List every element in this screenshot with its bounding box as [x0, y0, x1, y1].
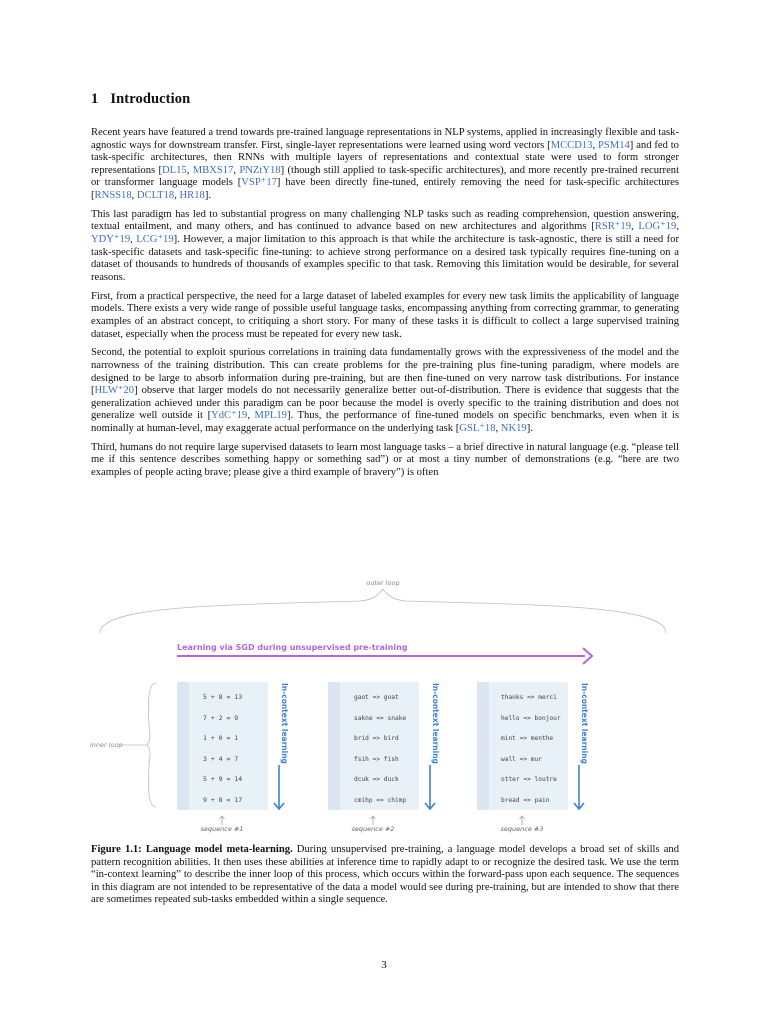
paragraph-text: ,: [131, 189, 137, 201]
paragraph-text: ,: [676, 221, 679, 233]
sequence-pointer-arrow: [520, 816, 525, 825]
section-heading: [91, 91, 190, 108]
outer-loop-brace: [100, 589, 666, 633]
caption-text: During unsupervised pre-training, a language model develops a broad set of skills and pattern recognition abilities. It then uses these abilities at inference time to rapidly adapt to or recognize the desired task. We use the term “in-context learning” to describe the inner loop of this process, which occurs within the forward-pass upon each sequence. The sequences in this diagram are not intended to be representative of the data a model would see during pre-training, but are intended to show that there are sometimes repeated sub-tasks embedded within a single sequence.: [91, 844, 679, 906]
inner-loop-brace: [146, 683, 156, 807]
sequence-label: sequence #1: [200, 825, 244, 833]
paragraph-text: ]. However, a major limitation to this approach is that while the architecture is task-agnostic, there is still a need for task-specific datasets and task-specific fine-tuning: to achieve strong performance on a desired task typically requires fine-tuning on a dataset of thousands to hundreds of thousands of examples specific to that task. Removing this limitation would be desirable, for several reasons.: [91, 234, 680, 283]
figure-caption: [91, 844, 679, 907]
sequence-line: otter => loutre: [501, 776, 557, 783]
citation-link[interactable]: YDY⁺19: [91, 234, 131, 246]
sequence-line: 3 + 4 = 7: [203, 755, 239, 763]
paragraph-text: ,: [233, 164, 240, 176]
sequence-line: fsih => fish: [354, 756, 399, 763]
paragraph-text: First, from a practical perspective, the need for a large dataset of labeled examples for every new task limits the applicability of language models. There exists a very wide range of possible useful language tasks, encompassing anything from correcting grammar, to generating examples of an abstract concept, to critiquing a short story. For many of these tasks it is difficult to collect a large supervised training dataset, especially when the process must be repeated for every new task.: [91, 290, 679, 340]
sequence-line: sakne => snake: [354, 715, 407, 722]
sequence-line: brid => bird: [354, 735, 399, 742]
caption-title: Figure 1.1: Language model meta-learning.: [91, 844, 293, 855]
paragraph-text: ,: [495, 422, 501, 434]
sgd-label: Learning via SGD during unsupervised pre-training: [177, 643, 408, 652]
citation-link[interactable]: VSP⁺17: [241, 177, 277, 189]
paragraph-text: ,: [631, 221, 639, 233]
sequence-1: [177, 682, 289, 833]
sequence-line: gaot => goat: [354, 694, 399, 701]
paragraph-text: ]. Thus, the performance of fine-tuned models on specific benchmarks, even when it is nominally at human-level, may exaggerate actual performance on the underlying task [: [91, 410, 679, 434]
paragraph-text: ] have been directly fine-tuned, entirely removing the need for task-specific architectures [: [91, 177, 679, 201]
sequence-gutter: [177, 682, 189, 810]
citation-link[interactable]: NK19: [500, 422, 527, 434]
paragraph: [91, 209, 679, 285]
sequence-line: hello => bonjour: [501, 715, 561, 722]
sequence-line: mint => menthe: [501, 735, 554, 742]
sequence-pointer-arrow: [220, 816, 225, 825]
paragraph-text: ,: [130, 234, 137, 246]
sequence-box: [477, 682, 568, 810]
paragraph-text: Second, the potential to exploit spurious correlations in training data fundamentally grows with the expressiveness of the model and the narrowness of the training distribution. This can create problems for the pre-training plus fine-tuning paradigm, where models are designed to be large to absorb information during pre-training, but are then fine-tuned on very narrow task distributions. For instance [: [91, 347, 679, 397]
paragraph-text: This last paradigm has led to substantial progress on many challenging NLP tasks such as reading comprehension, question answering, textual entailment, and many others, and has continued to advance based on new architectures and algorithms [: [91, 208, 679, 233]
paragraph: [91, 442, 679, 480]
meta-learning-figure: [80, 575, 690, 835]
sequence-gutter: [328, 682, 340, 810]
sequence-box: [177, 682, 268, 810]
citation-link[interactable]: DL15: [162, 164, 187, 176]
paragraph-text: ] (though still applied to task-specific architectures), and more recently pre-trained recurrent or transformer language models [: [91, 164, 680, 189]
citation-link[interactable]: PNZtY18: [239, 164, 281, 176]
section-title: Introduction: [110, 91, 191, 107]
sequence-line: wall => mur: [501, 756, 542, 763]
paragraph-text: ].: [526, 422, 533, 434]
citation-link[interactable]: RNSS18: [94, 189, 132, 201]
paragraph-text: ] observe that larger models do not necessarily generalize better out-of-distribution. There is evidence that suggests that the generalization achieved under this paradigm can be poor because the model is overly specific to the training distribution and does not generalize well outside it [: [91, 385, 679, 422]
citation-link[interactable]: GSL⁺18: [459, 422, 496, 434]
body-text: [91, 127, 679, 486]
sequence-line: 7 + 2 = 9: [203, 714, 239, 722]
sequence-pointer-arrow: [371, 816, 376, 825]
sequence-label: sequence #3: [500, 825, 544, 833]
citation-link[interactable]: HR18: [179, 189, 205, 201]
citation-link[interactable]: MBXS17: [192, 164, 234, 176]
sequence-line: dcuk => duck: [354, 776, 399, 783]
sequence-line: 1 + 0 = 1: [203, 734, 239, 742]
page-number: 3: [381, 959, 387, 971]
sequence-2: [328, 682, 440, 833]
citation-link[interactable]: MCCD13: [550, 139, 593, 151]
citation-link[interactable]: LOG⁺19: [638, 221, 677, 233]
in-context-label: In-context learning: [280, 683, 289, 764]
sequence-3: [477, 682, 589, 833]
paragraph-text: ,: [186, 164, 193, 176]
citation-link[interactable]: LCG⁺19: [136, 234, 174, 246]
paragraph-text: ] and fed to task-specific architectures, then RNNs with multiple layers of representations and contextual state were used to form stronger representations [: [91, 139, 679, 176]
sequence-line: thanks => merci: [501, 694, 557, 701]
paragraph: [91, 291, 679, 341]
sequence-line: 9 + 8 = 17: [203, 796, 243, 804]
paragraph-text: Recent years have featured a trend towards pre-trained language representations in NLP systems, applied in increasingly flexible and task-agnostic ways for downstream transfer. First, single-layer representations were learned using word vectors [: [91, 127, 679, 151]
in-context-label: In-context learning: [580, 683, 589, 764]
paragraph-text: ].: [204, 189, 211, 201]
sequence-line: 5 + 9 = 14: [203, 775, 243, 783]
inner-loop-label: inner loop: [90, 741, 123, 749]
sequence-line: 5 + 8 = 13: [203, 693, 243, 701]
outer-loop-label: outer loop: [366, 579, 400, 587]
citation-link[interactable]: DCLT18: [136, 189, 175, 201]
citation-link[interactable]: YdC⁺19: [211, 410, 248, 422]
section-number: 1: [91, 91, 99, 107]
citation-link[interactable]: PSM14: [598, 139, 630, 151]
citation-link[interactable]: RSR⁺19: [594, 221, 631, 233]
paragraph-text: ,: [247, 410, 255, 422]
sequence-box: [328, 682, 419, 810]
sequence-line: cmihp => chimp: [354, 797, 407, 804]
sequence-label: sequence #2: [351, 825, 395, 833]
paragraph-text: ,: [174, 189, 180, 201]
paragraph: [91, 127, 679, 203]
citation-link[interactable]: HLW⁺20: [94, 385, 135, 397]
paragraph-text: ,: [592, 139, 598, 151]
in-context-label: In-context learning: [431, 683, 440, 764]
sequence-line: bread => pain: [501, 797, 550, 804]
paragraph-text: Third, humans do not require large supervised datasets to learn most language tasks – a brief directive in natural language (e.g. “please tell me if this sentence describes something happy or something sad”) or at most a tiny number of demonstrations (e.g. “here are two examples of people acting brave; please give a third example of bravery”) is often: [91, 441, 679, 479]
paragraph: [91, 347, 679, 435]
citation-link[interactable]: MPL19: [254, 410, 287, 422]
sequence-gutter: [477, 682, 489, 810]
